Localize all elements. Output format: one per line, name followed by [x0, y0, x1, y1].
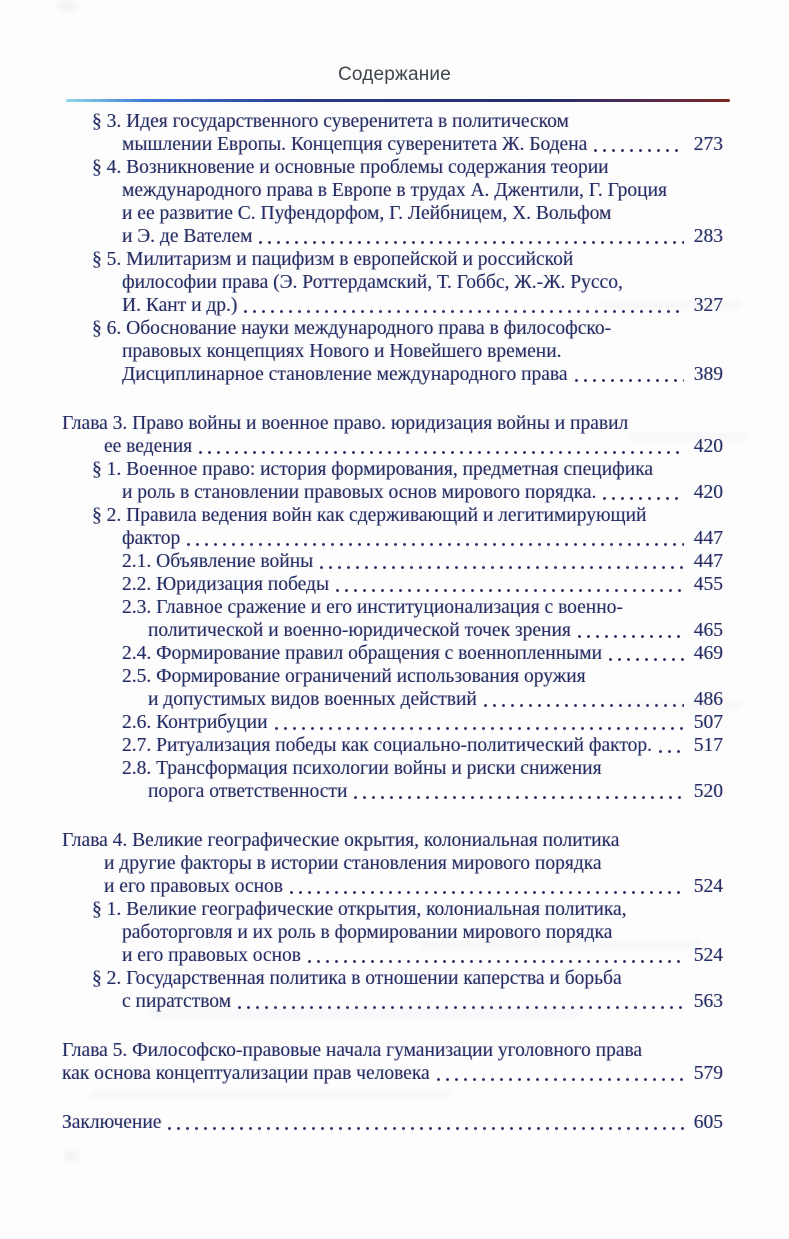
- toc-line: [62, 1039, 723, 1062]
- toc-line: [62, 179, 723, 202]
- toc-line: [62, 852, 723, 875]
- toc-entry-text: § 4. Возникновение и основные проблемы содержания теории: [92, 157, 609, 178]
- toc-line: [62, 875, 723, 898]
- toc-line: [62, 458, 723, 481]
- toc-entry-text: § 2. Правила ведения войн как сдерживающий и легитимирующий: [92, 505, 647, 526]
- page-number: 327: [693, 295, 723, 316]
- toc-line: [62, 573, 723, 596]
- page-number: 420: [693, 482, 723, 503]
- dot-leader: [603, 497, 684, 500]
- dot-leader: [308, 960, 684, 963]
- toc-entry-text: 2.7. Ритуализация победы как социально-политический фактор.: [122, 735, 652, 756]
- toc-entry-text: § 3. Идея государственного суверенитета в политическом: [92, 111, 569, 132]
- page-number: 273: [693, 134, 723, 155]
- toc-entry-text: Глава 5. Философско-правовые начала гуманизации уголовного права: [62, 1040, 643, 1061]
- page-number: 455: [693, 574, 723, 595]
- page-number: 283: [693, 226, 723, 247]
- toc-group: [62, 829, 723, 1013]
- toc-entry-text: международного права в Европе в трудах А. Джентили, Г. Гроция: [122, 180, 667, 201]
- toc-entry-text: и роль в становлении правовых основ мирового порядка.: [122, 482, 597, 503]
- page-title: Содержание: [337, 64, 452, 85]
- toc-entry-text: 2.6. Контрибуции: [122, 712, 268, 733]
- toc-line: [62, 435, 723, 458]
- toc-entry-text: и Э. де Вателем: [122, 226, 253, 247]
- toc-line: [62, 944, 723, 967]
- toc-entry-text: и его правовых основ: [104, 876, 283, 897]
- toc-entry-text: мышлении Европы. Концепция суверенитета Ж. Бодена: [122, 134, 588, 155]
- dot-leader: [578, 635, 684, 638]
- toc-line: [62, 340, 723, 363]
- toc-group: [62, 412, 723, 803]
- toc-entry-text: 2.3. Главное сражение и его институционализация с военно-: [122, 597, 623, 618]
- toc-entry-text: как основа концептуализации прав человека: [62, 1063, 430, 1084]
- toc-line: [62, 688, 723, 711]
- page-number: 465: [693, 620, 723, 641]
- page-number: 486: [693, 689, 723, 710]
- toc-entry-text: И. Кант и др.): [122, 295, 238, 316]
- toc-line: [62, 829, 723, 852]
- toc-entry-text: Дисциплинарное становление международного права: [122, 364, 568, 385]
- toc-line: [62, 665, 723, 688]
- toc-line: [62, 619, 723, 642]
- toc-entry-text: философии права (Э. Роттердамский, Т. Гоббс, Ж.-Ж. Руссо,: [122, 272, 623, 293]
- page-number: 563: [693, 991, 723, 1012]
- toc-entry-text: порога ответственности: [148, 781, 348, 802]
- toc-entry-text: политической и военно-юридической точек зрения: [148, 620, 571, 641]
- dot-leader: [609, 658, 684, 661]
- toc-entry-text: Заключение: [62, 1112, 162, 1133]
- toc-line: [62, 734, 723, 757]
- toc-entry-text: § 6. Обоснование науки международного права в философско-: [92, 318, 612, 339]
- toc-group: [62, 1111, 723, 1134]
- toc-entry-text: и ее развитие С. Пуфендорфом, Г. Лейбницем, Х. Вольфом: [122, 203, 612, 224]
- toc-entry-text: ее ведения: [104, 436, 193, 457]
- page-number: 579: [693, 1063, 723, 1084]
- toc-line: [62, 990, 723, 1013]
- toc-line: [62, 110, 723, 133]
- page-number: 469: [693, 643, 723, 664]
- toc-line: [62, 156, 723, 179]
- page-number: 507: [693, 712, 723, 733]
- toc-entry-text: 2.1. Объявление войны: [122, 551, 314, 572]
- toc-entry-text: § 2. Государственная политика в отношении каперства и борьба: [92, 968, 622, 989]
- toc-line: [62, 504, 723, 527]
- toc-line: [62, 898, 723, 921]
- toc-line: [62, 921, 723, 944]
- toc-entry-text: Глава 4. Великие географические окрытия, колониальная политика: [62, 830, 620, 851]
- page-number: 447: [693, 528, 723, 549]
- toc-entry-text: и допустимых видов военных действий: [148, 689, 477, 710]
- toc-entry-text: работорговля и их роль в формировании мирового порядка: [122, 922, 613, 943]
- toc-entry-text: фактор: [122, 528, 181, 549]
- toc-line: [62, 133, 723, 156]
- toc-line: [62, 550, 723, 573]
- toc-entry-text: § 1. Военное право: история формирования, предметная специфика: [92, 459, 654, 480]
- toc-group: [62, 1039, 723, 1085]
- toc-line: [62, 967, 723, 990]
- toc-line: [62, 271, 723, 294]
- toc-line: [62, 248, 723, 271]
- dot-leader: [575, 379, 684, 382]
- toc-entry-text: 2.4. Формирование правил обращения с военнопленными: [122, 643, 603, 664]
- toc-line: [62, 711, 723, 734]
- toc-entry-text: 2.2. Юридизация победы: [122, 574, 330, 595]
- toc-entry-text: и его правовых основ: [122, 945, 301, 966]
- toc-entry-text: 2.8. Трансформация психологии войны и риски снижения: [122, 758, 602, 779]
- dot-leader: [275, 727, 684, 730]
- toc-entry-text: Глава 3. Право войны и военное право. юридизация войны и правил: [62, 413, 629, 434]
- page-number: 517: [693, 735, 723, 756]
- toc-line: [62, 363, 723, 386]
- dot-leader: [336, 589, 684, 592]
- toc-entry-text: § 5. Милитаризм и пацифизм в европейской и российской: [92, 249, 574, 270]
- page-number: 605: [693, 1112, 723, 1133]
- toc-line: [62, 412, 723, 435]
- dot-leader: [238, 1006, 684, 1009]
- toc-line: [62, 481, 723, 504]
- toc-entry-text: правовых концепциях Нового и Новейшего времени.: [122, 341, 562, 362]
- toc-line: [62, 596, 723, 619]
- page-number: 524: [693, 945, 723, 966]
- dot-leader: [484, 704, 684, 707]
- dot-leader: [259, 241, 684, 244]
- toc-entry-text: с пиратством: [122, 991, 232, 1012]
- page-number: 524: [693, 876, 723, 897]
- toc-entry-text: и другие факторы в истории становления мирового порядка: [104, 853, 602, 874]
- page-number: 520: [693, 781, 723, 802]
- dot-leader: [199, 451, 684, 454]
- toc-entry-text: 2.5. Формирование ограничений использования оружия: [122, 666, 586, 687]
- toc-line: [62, 780, 723, 803]
- dot-leader: [244, 310, 684, 313]
- scan-artifact: [64, 1150, 80, 1162]
- toc-group: [62, 110, 723, 386]
- toc-line: [62, 527, 723, 550]
- dot-leader: [290, 891, 684, 894]
- toc-line: [62, 294, 723, 317]
- page-number: 447: [693, 551, 723, 572]
- page-number: 389: [693, 364, 723, 385]
- dot-leader: [187, 543, 684, 546]
- toc-line: [62, 642, 723, 665]
- dot-leader: [320, 566, 684, 569]
- toc-line: [62, 1062, 723, 1085]
- dot-leader: [168, 1127, 684, 1130]
- toc-line: [62, 317, 723, 340]
- dot-leader: [437, 1078, 684, 1081]
- scan-artifact: [56, 1, 80, 12]
- toc-line: [62, 757, 723, 780]
- toc-line: [62, 225, 723, 248]
- dot-leader: [594, 149, 684, 152]
- header-divider: [66, 99, 730, 102]
- toc-line: [62, 202, 723, 225]
- dot-leader: [659, 750, 684, 753]
- page-number: 420: [693, 436, 723, 457]
- toc-line: [62, 1111, 723, 1134]
- dot-leader: [354, 796, 684, 799]
- toc-entry-text: § 1. Великие географические открытия, колониальная политика,: [92, 899, 627, 920]
- toc: [62, 110, 723, 1134]
